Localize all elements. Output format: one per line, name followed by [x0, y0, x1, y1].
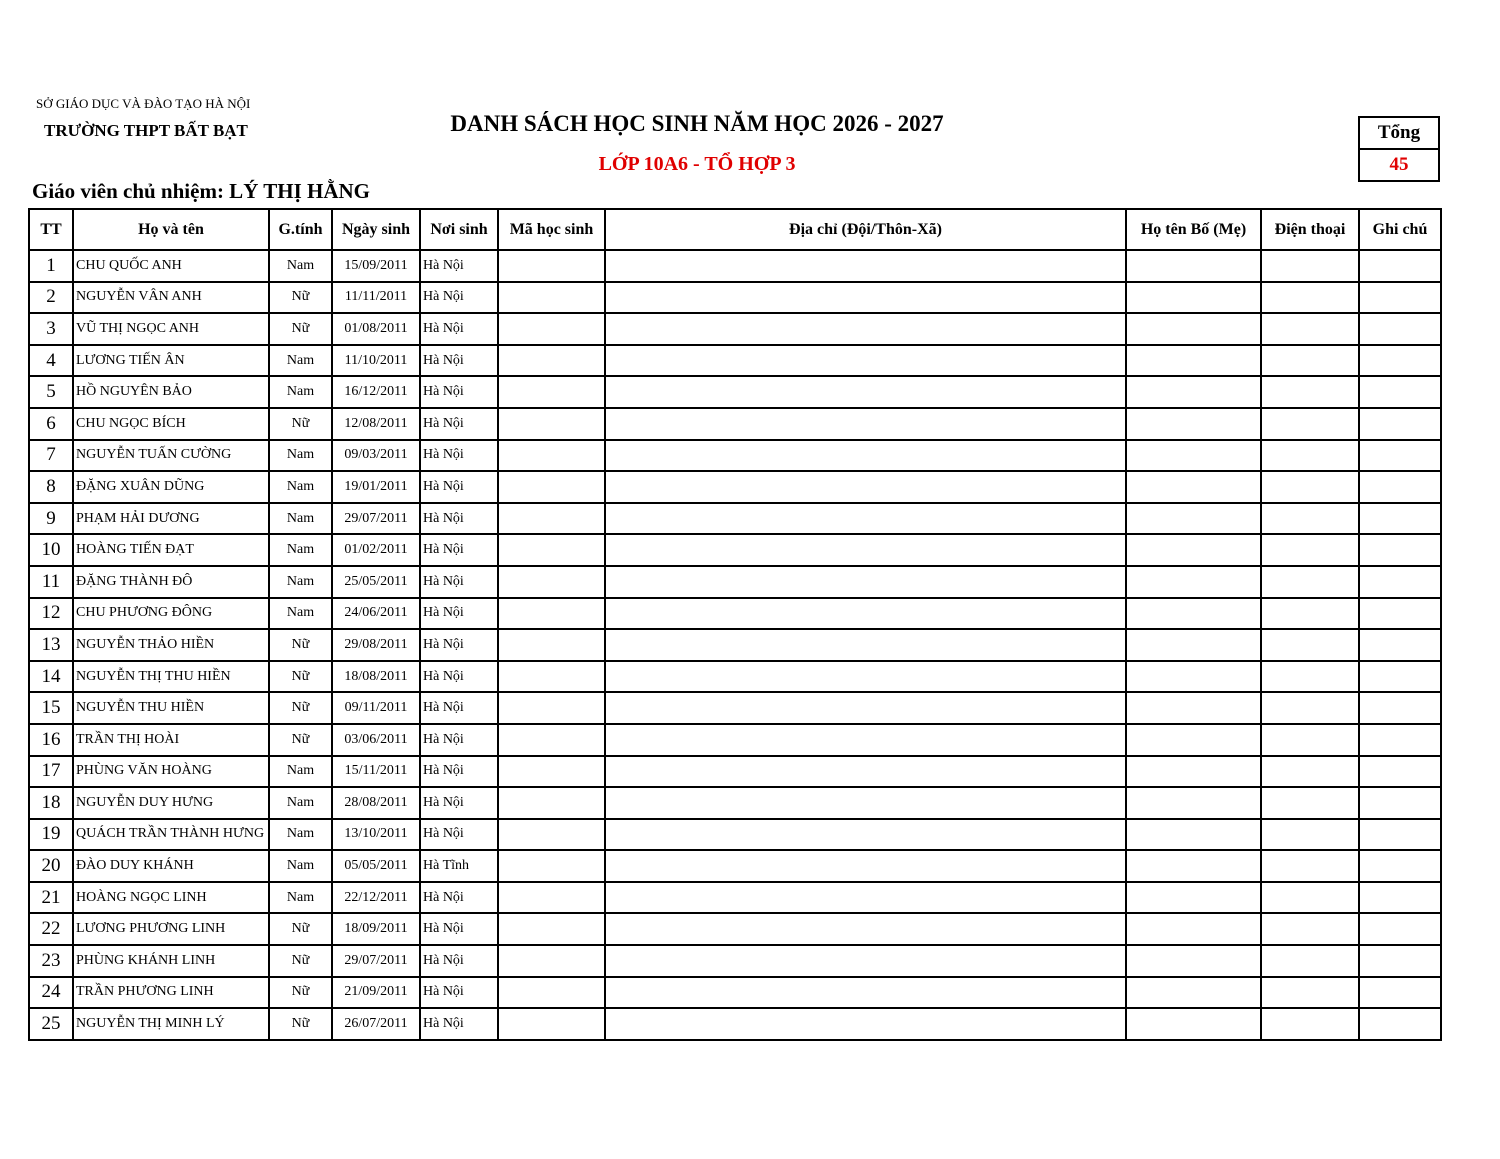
address-cell	[605, 566, 1126, 598]
parent-name-cell	[1126, 787, 1261, 819]
student-id-cell	[498, 250, 605, 282]
student-name: NGUYỄN VÂN ANH	[73, 282, 269, 314]
row-number: 7	[29, 440, 73, 472]
parent-name-cell	[1126, 471, 1261, 503]
student-name: ĐẶNG THÀNH ĐÔ	[73, 566, 269, 598]
student-id-cell	[498, 819, 605, 851]
phone-cell	[1261, 534, 1359, 566]
student-table	[28, 208, 1442, 1041]
phone-cell	[1261, 724, 1359, 756]
note-cell	[1359, 692, 1441, 724]
student-name: TRẦN THỊ HOÀI	[73, 724, 269, 756]
column-header-gender: G.tính	[269, 209, 332, 250]
row-number: 24	[29, 977, 73, 1009]
student-dob: 05/05/2011	[332, 850, 420, 882]
phone-cell	[1261, 408, 1359, 440]
student-name: NGUYỄN THỊ MINH LÝ	[73, 1008, 269, 1040]
student-name: ĐÀO DUY KHÁNH	[73, 850, 269, 882]
student-birthplace: Hà Nội	[420, 566, 498, 598]
parent-name-cell	[1126, 661, 1261, 693]
row-number: 13	[29, 629, 73, 661]
row-number: 14	[29, 661, 73, 693]
student-gender: Nữ	[269, 661, 332, 693]
address-cell	[605, 408, 1126, 440]
column-header-note: Ghi chú	[1359, 209, 1441, 250]
student-id-cell	[498, 345, 605, 377]
table-row	[29, 787, 1441, 819]
address-cell	[605, 819, 1126, 851]
student-birthplace: Hà Nội	[420, 534, 498, 566]
table-row	[29, 945, 1441, 977]
address-cell	[605, 376, 1126, 408]
address-cell	[605, 250, 1126, 282]
student-name: PHẠM HẢI DƯƠNG	[73, 503, 269, 535]
phone-cell	[1261, 661, 1359, 693]
column-header-birthplace: Nơi sinh	[420, 209, 498, 250]
column-header-address: Địa chỉ (Đội/Thôn-Xã)	[605, 209, 1126, 250]
student-birthplace: Hà Nội	[420, 282, 498, 314]
student-gender: Nữ	[269, 629, 332, 661]
homeroom-teacher: Giáo viên chủ nhiệm: LÝ THỊ HẰNG	[32, 179, 370, 203]
table-row	[29, 913, 1441, 945]
address-cell	[605, 850, 1126, 882]
phone-cell	[1261, 913, 1359, 945]
student-dob: 22/12/2011	[332, 882, 420, 914]
address-cell	[605, 724, 1126, 756]
table-row	[29, 440, 1441, 472]
phone-cell	[1261, 598, 1359, 630]
student-dob: 15/11/2011	[332, 756, 420, 788]
parent-name-cell	[1126, 598, 1261, 630]
student-id-cell	[498, 913, 605, 945]
address-cell	[605, 945, 1126, 977]
row-number: 18	[29, 787, 73, 819]
student-id-cell	[498, 1008, 605, 1040]
table-row	[29, 977, 1441, 1009]
parent-name-cell	[1126, 692, 1261, 724]
student-gender: Nam	[269, 756, 332, 788]
student-id-cell	[498, 534, 605, 566]
student-name: NGUYỄN THỊ THU HIỀN	[73, 661, 269, 693]
student-id-cell	[498, 977, 605, 1009]
student-name: TRẦN PHƯƠNG LINH	[73, 977, 269, 1009]
table-row	[29, 408, 1441, 440]
parent-name-cell	[1126, 376, 1261, 408]
row-number: 23	[29, 945, 73, 977]
student-name: LƯƠNG TIẾN ÂN	[73, 345, 269, 377]
student-dob: 28/08/2011	[332, 787, 420, 819]
student-gender: Nam	[269, 376, 332, 408]
document-title: DANH SÁCH HỌC SINH NĂM HỌC 2026 - 2027	[450, 111, 944, 136]
student-gender: Nam	[269, 787, 332, 819]
address-cell	[605, 1008, 1126, 1040]
phone-cell	[1261, 503, 1359, 535]
parent-name-cell	[1126, 534, 1261, 566]
table-row	[29, 692, 1441, 724]
phone-cell	[1261, 819, 1359, 851]
parent-name-cell	[1126, 250, 1261, 282]
address-cell	[605, 345, 1126, 377]
row-number: 19	[29, 819, 73, 851]
address-cell	[605, 471, 1126, 503]
note-cell	[1359, 1008, 1441, 1040]
table-row	[29, 566, 1441, 598]
address-cell	[605, 787, 1126, 819]
note-cell	[1359, 661, 1441, 693]
table-row	[29, 534, 1441, 566]
note-cell	[1359, 376, 1441, 408]
note-cell	[1359, 503, 1441, 535]
phone-cell	[1261, 440, 1359, 472]
note-cell	[1359, 313, 1441, 345]
table-row	[29, 376, 1441, 408]
phone-cell	[1261, 629, 1359, 661]
student-name: NGUYỄN TUẤN CƯỜNG	[73, 440, 269, 472]
total-box	[1358, 116, 1440, 182]
student-dob: 03/06/2011	[332, 724, 420, 756]
row-number: 1	[29, 250, 73, 282]
student-id-cell	[498, 882, 605, 914]
phone-cell	[1261, 282, 1359, 314]
row-number: 25	[29, 1008, 73, 1040]
student-birthplace: Hà Nội	[420, 724, 498, 756]
student-gender: Nữ	[269, 408, 332, 440]
parent-name-cell	[1126, 819, 1261, 851]
student-name: HOÀNG TIẾN ĐẠT	[73, 534, 269, 566]
table-row	[29, 313, 1441, 345]
address-cell	[605, 977, 1126, 1009]
student-dob: 29/07/2011	[332, 945, 420, 977]
student-birthplace: Hà Nội	[420, 787, 498, 819]
parent-name-cell	[1126, 882, 1261, 914]
row-number: 15	[29, 692, 73, 724]
phone-cell	[1261, 787, 1359, 819]
table-row	[29, 598, 1441, 630]
note-cell	[1359, 282, 1441, 314]
student-id-cell	[498, 503, 605, 535]
parent-name-cell	[1126, 566, 1261, 598]
student-dob: 09/03/2011	[332, 440, 420, 472]
row-number: 11	[29, 566, 73, 598]
student-name: CHU QUỐC ANH	[73, 250, 269, 282]
table-row	[29, 882, 1441, 914]
row-number: 9	[29, 503, 73, 535]
student-id-cell	[498, 945, 605, 977]
row-number: 2	[29, 282, 73, 314]
phone-cell	[1261, 471, 1359, 503]
student-id-cell	[498, 408, 605, 440]
address-cell	[605, 756, 1126, 788]
address-cell	[605, 598, 1126, 630]
student-birthplace: Hà Nội	[420, 1008, 498, 1040]
table-row	[29, 471, 1441, 503]
note-cell	[1359, 850, 1441, 882]
note-cell	[1359, 819, 1441, 851]
address-cell	[605, 313, 1126, 345]
student-birthplace: Hà Nội	[420, 913, 498, 945]
note-cell	[1359, 756, 1441, 788]
student-dob: 12/08/2011	[332, 408, 420, 440]
student-birthplace: Hà Nội	[420, 692, 498, 724]
student-dob: 26/07/2011	[332, 1008, 420, 1040]
student-dob: 15/09/2011	[332, 250, 420, 282]
table-row	[29, 661, 1441, 693]
student-name: HOÀNG NGỌC LINH	[73, 882, 269, 914]
student-id-cell	[498, 313, 605, 345]
phone-cell	[1261, 345, 1359, 377]
student-gender: Nam	[269, 503, 332, 535]
table-row	[29, 819, 1441, 851]
student-gender: Nam	[269, 566, 332, 598]
student-gender: Nam	[269, 345, 332, 377]
phone-cell	[1261, 376, 1359, 408]
parent-name-cell	[1126, 629, 1261, 661]
note-cell	[1359, 534, 1441, 566]
parent-name-cell	[1126, 282, 1261, 314]
parent-name-cell	[1126, 977, 1261, 1009]
student-gender: Nữ	[269, 913, 332, 945]
student-dob: 21/09/2011	[332, 977, 420, 1009]
note-cell	[1359, 598, 1441, 630]
student-dob: 16/12/2011	[332, 376, 420, 408]
student-name: VŨ THỊ NGỌC ANH	[73, 313, 269, 345]
table-row	[29, 756, 1441, 788]
note-cell	[1359, 913, 1441, 945]
student-name: LƯƠNG PHƯƠNG LINH	[73, 913, 269, 945]
student-id-cell	[498, 850, 605, 882]
total-label: Tổng	[1359, 117, 1439, 149]
student-gender: Nam	[269, 850, 332, 882]
student-id-cell	[498, 282, 605, 314]
table-row	[29, 850, 1441, 882]
student-id-cell	[498, 692, 605, 724]
student-id-cell	[498, 661, 605, 693]
column-header-student-id: Mã học sinh	[498, 209, 605, 250]
note-cell	[1359, 882, 1441, 914]
address-cell	[605, 534, 1126, 566]
student-gender: Nam	[269, 471, 332, 503]
parent-name-cell	[1126, 850, 1261, 882]
address-cell	[605, 440, 1126, 472]
student-dob: 01/08/2011	[332, 313, 420, 345]
parent-name-cell	[1126, 724, 1261, 756]
note-cell	[1359, 408, 1441, 440]
row-number: 6	[29, 408, 73, 440]
student-name: NGUYỄN THẢO HIỀN	[73, 629, 269, 661]
phone-cell	[1261, 566, 1359, 598]
student-id-cell	[498, 598, 605, 630]
student-gender: Nữ	[269, 1008, 332, 1040]
parent-name-cell	[1126, 408, 1261, 440]
row-number: 4	[29, 345, 73, 377]
student-gender: Nữ	[269, 724, 332, 756]
student-birthplace: Hà Nội	[420, 440, 498, 472]
student-name: NGUYỄN THU HIỀN	[73, 692, 269, 724]
note-cell	[1359, 440, 1441, 472]
student-id-cell	[498, 629, 605, 661]
phone-cell	[1261, 945, 1359, 977]
student-gender: Nam	[269, 882, 332, 914]
student-birthplace: Hà Nội	[420, 977, 498, 1009]
student-name: QUÁCH TRẦN THÀNH HƯNG	[73, 819, 269, 851]
phone-cell	[1261, 1008, 1359, 1040]
table-row	[29, 345, 1441, 377]
student-gender: Nam	[269, 440, 332, 472]
parent-name-cell	[1126, 945, 1261, 977]
column-header-dob: Ngày sinh	[332, 209, 420, 250]
row-number: 8	[29, 471, 73, 503]
student-birthplace: Hà Nội	[420, 756, 498, 788]
student-gender: Nữ	[269, 313, 332, 345]
phone-cell	[1261, 250, 1359, 282]
column-header-name: Họ và tên	[73, 209, 269, 250]
student-name: PHÙNG VĂN HOÀNG	[73, 756, 269, 788]
table-row	[29, 724, 1441, 756]
student-id-cell	[498, 376, 605, 408]
student-birthplace: Hà Nội	[420, 345, 498, 377]
row-number: 16	[29, 724, 73, 756]
note-cell	[1359, 724, 1441, 756]
student-id-cell	[498, 471, 605, 503]
student-dob: 01/02/2011	[332, 534, 420, 566]
student-dob: 11/10/2011	[332, 345, 420, 377]
address-cell	[605, 629, 1126, 661]
student-dob: 13/10/2011	[332, 819, 420, 851]
student-id-cell	[498, 440, 605, 472]
student-dob: 29/07/2011	[332, 503, 420, 535]
parent-name-cell	[1126, 313, 1261, 345]
table-row	[29, 250, 1441, 282]
row-number: 17	[29, 756, 73, 788]
parent-name-cell	[1126, 503, 1261, 535]
student-birthplace: Hà Nội	[420, 503, 498, 535]
student-birthplace: Hà Nội	[420, 313, 498, 345]
note-cell	[1359, 787, 1441, 819]
note-cell	[1359, 471, 1441, 503]
note-cell	[1359, 250, 1441, 282]
row-number: 5	[29, 376, 73, 408]
address-cell	[605, 692, 1126, 724]
student-id-cell	[498, 756, 605, 788]
note-cell	[1359, 345, 1441, 377]
student-name: NGUYỄN DUY HƯNG	[73, 787, 269, 819]
student-birthplace: Hà Nội	[420, 598, 498, 630]
column-header-tt: TT	[29, 209, 73, 250]
student-id-cell	[498, 566, 605, 598]
student-gender: Nữ	[269, 977, 332, 1009]
student-name: HỒ NGUYÊN BẢO	[73, 376, 269, 408]
student-name: CHU NGỌC BÍCH	[73, 408, 269, 440]
row-number: 12	[29, 598, 73, 630]
student-id-cell	[498, 787, 605, 819]
address-cell	[605, 882, 1126, 914]
student-birthplace: Hà Nội	[420, 629, 498, 661]
address-cell	[605, 503, 1126, 535]
student-birthplace: Hà Nội	[420, 819, 498, 851]
student-id-cell	[498, 724, 605, 756]
column-header-phone: Điện thoại	[1261, 209, 1359, 250]
student-name: ĐẶNG XUÂN DŨNG	[73, 471, 269, 503]
note-cell	[1359, 945, 1441, 977]
phone-cell	[1261, 692, 1359, 724]
student-gender: Nam	[269, 819, 332, 851]
student-birthplace: Hà Nội	[420, 250, 498, 282]
department-name: SỞ GIÁO DỤC VÀ ĐÀO TẠO HÀ NỘI	[36, 96, 251, 111]
student-gender: Nữ	[269, 945, 332, 977]
student-birthplace: Hà Nội	[420, 376, 498, 408]
student-gender: Nữ	[269, 282, 332, 314]
table-row	[29, 1008, 1441, 1040]
row-number: 22	[29, 913, 73, 945]
class-label: LỚP 10A6 - TỔ HỢP 3	[598, 153, 796, 175]
address-cell	[605, 661, 1126, 693]
student-dob: 24/06/2011	[332, 598, 420, 630]
student-gender: Nam	[269, 598, 332, 630]
parent-name-cell	[1126, 440, 1261, 472]
parent-name-cell	[1126, 913, 1261, 945]
table-row	[29, 629, 1441, 661]
address-cell	[605, 282, 1126, 314]
school-name: TRƯỜNG THPT BẤT BẠT	[44, 121, 248, 140]
student-dob: 29/08/2011	[332, 629, 420, 661]
address-cell	[605, 913, 1126, 945]
parent-name-cell	[1126, 756, 1261, 788]
student-birthplace: Hà Nội	[420, 471, 498, 503]
student-gender: Nữ	[269, 692, 332, 724]
student-dob: 11/11/2011	[332, 282, 420, 314]
student-dob: 25/05/2011	[332, 566, 420, 598]
row-number: 20	[29, 850, 73, 882]
phone-cell	[1261, 313, 1359, 345]
row-number: 3	[29, 313, 73, 345]
student-dob: 19/01/2011	[332, 471, 420, 503]
phone-cell	[1261, 977, 1359, 1009]
phone-cell	[1261, 850, 1359, 882]
phone-cell	[1261, 882, 1359, 914]
row-number: 21	[29, 882, 73, 914]
student-dob: 18/09/2011	[332, 913, 420, 945]
note-cell	[1359, 566, 1441, 598]
table-row	[29, 282, 1441, 314]
student-birthplace: Hà Nội	[420, 882, 498, 914]
row-number: 10	[29, 534, 73, 566]
parent-name-cell	[1126, 1008, 1261, 1040]
student-name: CHU PHƯƠNG ĐÔNG	[73, 598, 269, 630]
note-cell	[1359, 977, 1441, 1009]
phone-cell	[1261, 756, 1359, 788]
student-birthplace: Hà Nội	[420, 408, 498, 440]
student-birthplace: Hà Nội	[420, 661, 498, 693]
student-gender: Nam	[269, 534, 332, 566]
student-birthplace: Hà Tĩnh	[420, 850, 498, 882]
student-birthplace: Hà Nội	[420, 945, 498, 977]
student-dob: 09/11/2011	[332, 692, 420, 724]
student-dob: 18/08/2011	[332, 661, 420, 693]
note-cell	[1359, 629, 1441, 661]
table-row	[29, 503, 1441, 535]
table-header-row	[29, 209, 1441, 250]
column-header-parent: Họ tên Bố (Mẹ)	[1126, 209, 1261, 250]
total-value: 45	[1359, 149, 1439, 181]
student-gender: Nam	[269, 250, 332, 282]
student-name: PHÙNG KHÁNH LINH	[73, 945, 269, 977]
parent-name-cell	[1126, 345, 1261, 377]
